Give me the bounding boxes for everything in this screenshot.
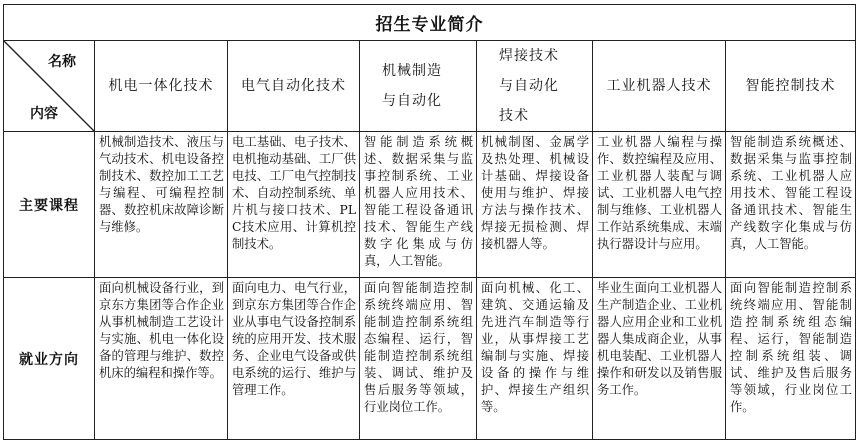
corner-cell	[4, 41, 95, 132]
major-header: 机电一体化技术	[95, 41, 228, 132]
program-table	[3, 4, 856, 440]
table-cell: 面向机械、化工、建筑、交通运输及先进汽车制造等行业，从事焊接工艺编制与实施、焊接设备的操作与维护、焊接生产组织等。	[477, 278, 593, 440]
table-row	[4, 278, 856, 440]
corner-top-label: 名称	[48, 54, 76, 70]
row-label: 就业方向	[4, 278, 95, 440]
major-header: 智能控制技术	[726, 41, 856, 132]
table-cell: 毕业生面向工业机器人生产制造企业、工业机器人应用企业和工业机器人集成商企业，从事机电装配、工业机器人操作和研发以及销售服务工作。	[593, 278, 726, 440]
table-cell: 工业机器人编程与操作、数控编程及应用、工业机器人装配与调试、工业机器人电气控制与维修、工业机器人工作站系统集成、末端执行器设计与应用。	[593, 132, 726, 278]
table-cell: 面向智能制造控制系统终端应用、智能制造控制系统组态编程、运行，智能制造控制系统组装、调试、维护及售后服务等领域，行业岗位工作。	[360, 278, 477, 440]
major-header: 焊接技术与自动化技术	[477, 41, 593, 132]
corner-bottom-label: 内容	[30, 106, 58, 122]
major-header: 机械制造与自动化	[360, 41, 477, 132]
table-cell: 电工基础、电子技术、电机拖动基础、工厂供电技、工厂电气控制技术、自动控制系统、单片机与接口技术、PLC技术应用、计算机控制技术。	[228, 132, 360, 278]
table-cell: 面向机械设备行业，到京东方集团等合作企业从事机械制造工艺设计与实施、机电一体化设备的管理与维护、数控机床的编程和操作等。	[95, 278, 228, 440]
table-cell: 智能制造系统概述、数据采集与监事控制系统、工业机器人应用技术、智能工程设备通讯技术、智能生产线数字化集成与仿真，人工智能。	[360, 132, 477, 278]
row-label: 主要课程	[4, 132, 95, 278]
table-cell: 机械制造技术、液压与气动技术、机电设备控制技术、数控加工工艺与编程、可编程控制器、数控机床故障诊断与维修。	[95, 132, 228, 278]
table-cell: 面向智能制造控制系统终端应用、智能制造控制系统组态编程、运行，智能制造控制系统组装、调试、维护及售后服务等领域，行业岗位工作。	[726, 278, 856, 440]
table-title: 招生专业简介	[4, 5, 856, 41]
table-row	[4, 132, 856, 278]
table-cell: 机械制图、金属学及热处理、机械设计基础、焊接设备使用与维护、焊接方法与操作技术、焊接无损检测、焊接机器人等。	[477, 132, 593, 278]
table-cell: 面向电力、电气行业，到京东方集团等合作企业从事电气设备控制系统的应用开发、技术服务、企业电气设备或供电系统的运行、维护与管理工作。	[228, 278, 360, 440]
major-header: 工业机器人技术	[593, 41, 726, 132]
major-header: 电气自动化技术	[228, 41, 360, 132]
table-cell: 智能制造系统概述、数据采集与监事控制系统、工业机器人应用技术、智能工程设备通讯技术、智能生产线数字化集成与仿真，人工智能。	[726, 132, 856, 278]
